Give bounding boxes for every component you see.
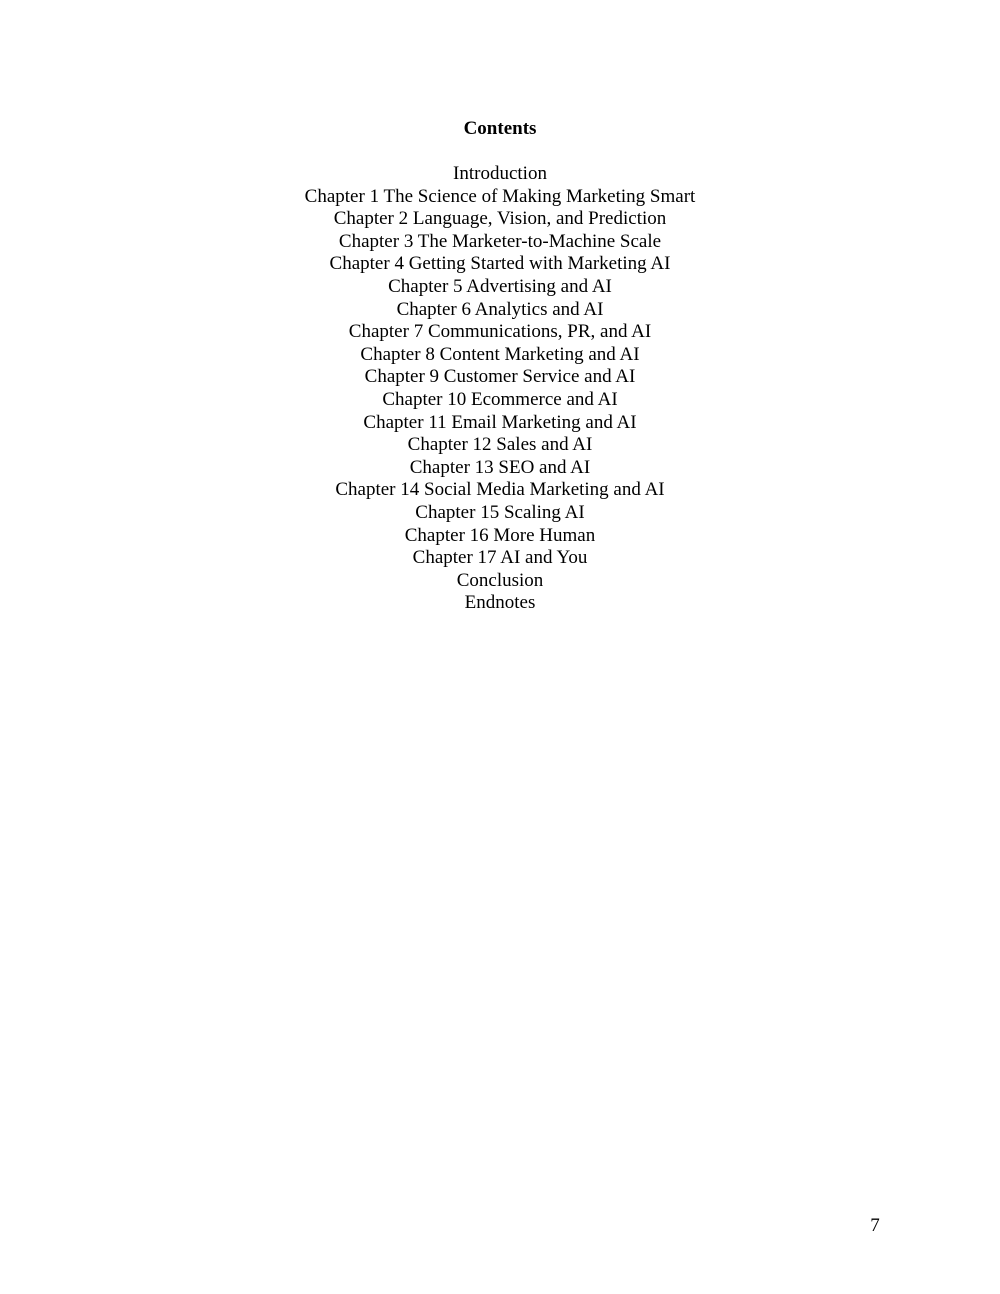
toc-entry-chapter-13: Chapter 13 SEO and AI [409, 456, 591, 478]
toc-entry-chapter-14: Chapter 14 Social Media Marketing and AI [335, 479, 665, 501]
toc-entry-chapter-15: Chapter 15 Scaling AI [415, 501, 585, 523]
toc-entry-chapter-8: Chapter 8 Content Marketing and AI [360, 343, 640, 365]
toc-entry-chapter-10: Chapter 10 Ecommerce and AI [382, 388, 618, 410]
toc-entry-chapter-9: Chapter 9 Customer Service and AI [364, 366, 636, 388]
toc-entry-chapter-3: Chapter 3 The Marketer-to-Machine Scale [338, 230, 662, 252]
toc-entry-chapter-17: Chapter 17 AI and You [412, 547, 588, 569]
toc-entry-chapter-11: Chapter 11 Email Marketing and AI [363, 411, 637, 433]
toc-entry-chapter-7: Chapter 7 Communications, PR, and AI [348, 321, 652, 343]
page-number: 7 [870, 1215, 880, 1236]
toc-entry-endnotes: Endnotes [464, 592, 536, 614]
table-of-contents [0, 163, 1000, 615]
contents-heading: Contents [463, 118, 537, 139]
toc-entry-chapter-16: Chapter 16 More Human [404, 524, 596, 546]
toc-entry-chapter-6: Chapter 6 Analytics and AI [396, 298, 604, 320]
toc-entry-chapter-1: Chapter 1 The Science of Making Marketing Smart [304, 185, 696, 207]
toc-entry-introduction: Introduction [453, 163, 547, 184]
toc-entry-conclusion: Conclusion [456, 569, 544, 591]
toc-entry-chapter-4: Chapter 4 Getting Started with Marketing AI [329, 253, 671, 275]
toc-entry-chapter-5: Chapter 5 Advertising and AI [388, 275, 612, 297]
toc-entry-chapter-12: Chapter 12 Sales and AI [407, 434, 593, 456]
toc-entry-chapter-2: Chapter 2 Language, Vision, and Prediction [333, 208, 667, 230]
